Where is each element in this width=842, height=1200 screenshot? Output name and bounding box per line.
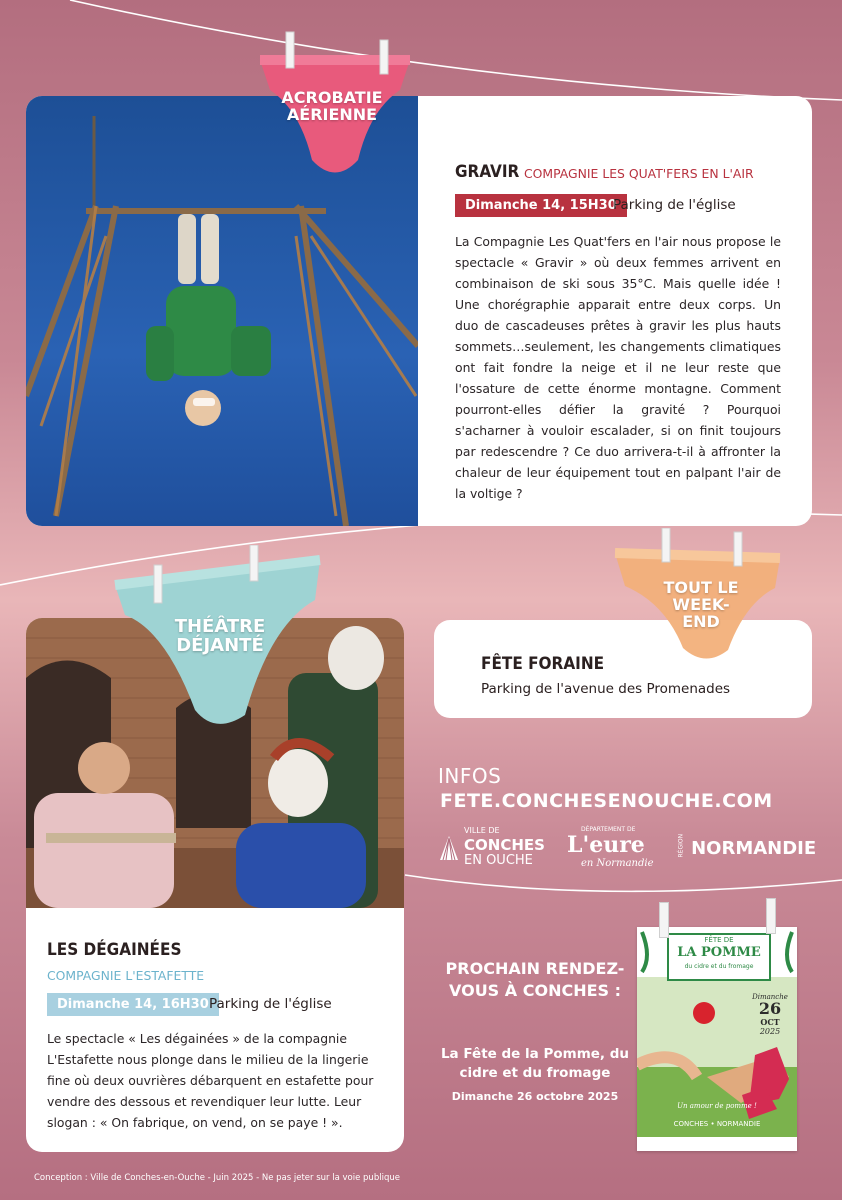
- fete-location: Parking de l'avenue des Promenades: [481, 681, 731, 697]
- poster-year: 2025: [759, 1027, 781, 1036]
- normandie-text: NORMANDIE: [691, 838, 817, 859]
- theatre-title: LES DÉGAINÉES: [47, 940, 182, 960]
- infos-line: [438, 764, 842, 812]
- prochain-event: La Fête de la Pomme, du cidre et du fromage: [440, 1046, 630, 1081]
- infos-label: INFOS: [438, 764, 502, 788]
- poster-city: CONCHES • NORMANDIE: [673, 1120, 761, 1128]
- eure-sub: en Normandie: [581, 858, 654, 869]
- theatre-location: Parking de l'église: [209, 996, 332, 1012]
- poster-slogan: Un amour de pomme !: [677, 1102, 757, 1110]
- poster-day: 26: [758, 999, 782, 1018]
- eure-main: L'eure: [567, 832, 645, 858]
- poster-fete-de: FÊTE DE: [704, 936, 734, 944]
- acrobatie-tag-label: ACROBATIE AÉRIENNE: [281, 88, 383, 124]
- poster-date-block: [747, 993, 793, 1043]
- poster-subtitle: du cidre et du fromage: [684, 963, 754, 970]
- conches-logo: [438, 826, 558, 870]
- acrobatie-title: GRAVIR: [455, 162, 520, 182]
- theatre-date-badge: Dimanche 14, 16H30: [47, 993, 219, 1016]
- poster-clip-right: [766, 898, 776, 934]
- normandie-logo: [676, 833, 817, 859]
- poster-dimanche: Dimanche: [752, 993, 788, 1001]
- theatre-description: Le spectacle « Les dégainées » de la compagnie L'Estafette nous plonge dans le milieu de la lingerie fine où deux ouvrières débarquent en estafette pour vendre des dessous et revendiquer leur lutte. Leur slogan : « On fabrique, on vend, on se paye ! ».: [47, 1031, 374, 1130]
- eure-small: DÉPARTEMENT DE: [581, 826, 636, 833]
- fete-title: FÊTE FORAINE: [481, 654, 605, 674]
- poster-month: OCT: [760, 1017, 780, 1027]
- acrobatie-company: COMPAGNIE LES QUAT'FERS EN L'AIR: [524, 166, 754, 181]
- fete-tag-label: TOUT LE WEEK-END: [663, 578, 739, 631]
- theatre-company: COMPAGNIE L'ESTAFETTE: [47, 968, 205, 983]
- normandie-prefix: RÉGION: [677, 833, 685, 858]
- conches-small: VILLE DE: [464, 826, 500, 835]
- acrobatie-location: Parking de l'église: [613, 197, 736, 213]
- acrobatie-description: La Compagnie Les Quat'fers en l'air nous propose le spectacle « Gravir » où deux femmes arrivent en combinaison de ski sous 35°C. Mais quelle idée ! Une chorégraphie apparait entre deux corps. Un duo de cascadeuses prêtes à gravir les plus hauts sommets…seulement, les changements climatiques ont fait fondre la neige et il ne leur reste que l'ossature de cette énorme montagne. Comment pourront-elles défier la gravité ? Pourquoi s'acharner à vouloir escalader, si on finit toujours par redescendre ? Ce duo arrivera-t-il à affronter la chaleur de leur équipement tout en palpant l'air de la voltige ?: [455, 234, 781, 501]
- pomme-poster: [637, 927, 797, 1151]
- prochain-heading: PROCHAIN RENDEZ-VOUS À CONCHES :: [445, 959, 625, 1000]
- shell-icon: [438, 834, 460, 862]
- poster-la-pomme: LA POMME: [677, 945, 761, 960]
- conches-line2: EN OUCHE: [464, 853, 533, 868]
- acrobatie-date-badge: Dimanche 14, 15H30: [455, 194, 627, 217]
- eure-logo: [567, 826, 662, 870]
- poster-clip-left: [659, 902, 669, 938]
- prochain-date: Dimanche 26 octobre 2025: [451, 1090, 619, 1103]
- footer-credit: Conception : Ville de Conches-en-Ouche - Juin 2025 - Ne pas jeter sur la voie publique: [34, 1173, 400, 1183]
- theatre-tag-label: THÉÂTRE DÉJANTÉ: [174, 616, 266, 656]
- infos-url[interactable]: FETE.CONCHESENOUCHE.COM: [440, 790, 773, 812]
- conches-line1: CONCHES: [464, 836, 545, 854]
